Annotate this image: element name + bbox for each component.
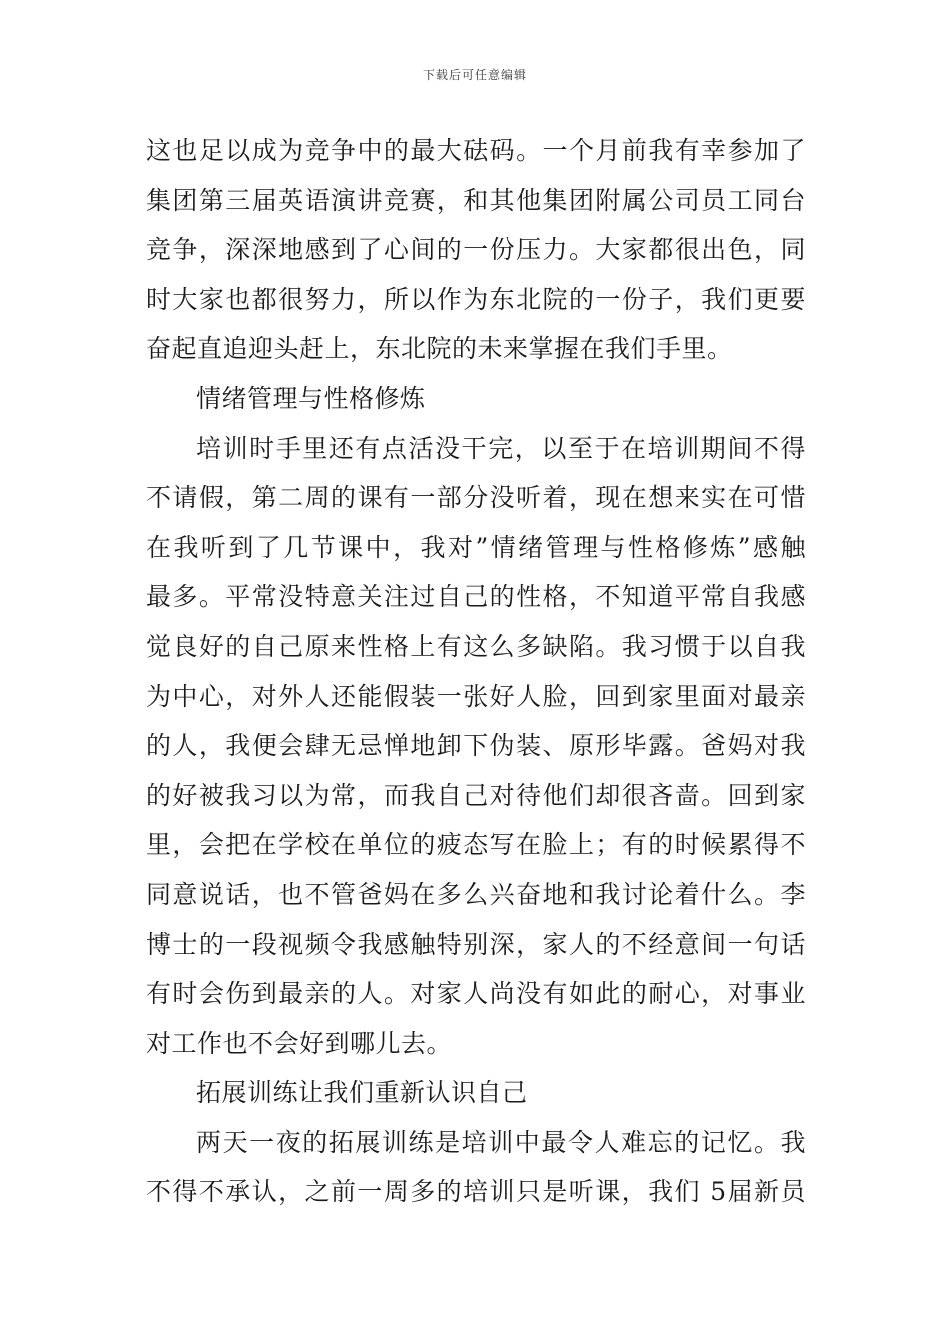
paragraph-line: 为中心，对外人还能假装一张好人脸，回到家里面对最亲 bbox=[146, 681, 806, 711]
paragraph-line: 的好被我习以为常，而我自己对待他们却很吝啬。回到家 bbox=[146, 780, 806, 810]
page-header: 下载后可任意编辑 bbox=[422, 68, 527, 82]
section-heading: 拓展训练让我们重新认识自己 bbox=[196, 1078, 528, 1108]
paragraph-line: 对工作也不会好到哪儿去。 bbox=[146, 1028, 453, 1058]
paragraph-line: 有时会伤到最亲的人。对家人尚没有如此的耐心，对事业 bbox=[146, 979, 806, 1009]
paragraph-line: 在我听到了几节课中，我对”情绪管理与性格修炼”感触 bbox=[146, 532, 806, 562]
paragraph-line: 博士的一段视频令我感触特别深，家人的不经意间一句话 bbox=[146, 929, 806, 959]
paragraph-line: 集团第三届英语演讲竞赛，和其他集团附属公司员工同台 bbox=[146, 185, 806, 215]
paragraph-line: 同意说话，也不管爸妈在多么兴奋地和我讨论着什么。李 bbox=[146, 879, 806, 909]
paragraph-line: 培训时手里还有点活没干完，以至于在培训期间不得 bbox=[196, 433, 806, 463]
paragraph-line: 时大家也都很努力，所以作为东北院的一份子，我们更要 bbox=[146, 284, 806, 314]
paragraph-line: 不请假，第二周的课有一部分没听着，现在想来实在可惜 bbox=[146, 483, 806, 513]
paragraph-line: 的人，我便会肆无忌惮地卸下伪装、原形毕露。爸妈对我 bbox=[146, 731, 806, 761]
paragraph-line: 两天一夜的拓展训练是培训中最令人难忘的记忆。我 bbox=[196, 1127, 806, 1157]
paragraph-line: 奋起直追迎头赶上，东北院的未来掌握在我们手里。 bbox=[146, 334, 733, 364]
paragraph-line: 里，会把在学校在单位的疲态写在脸上；有的时候累得不 bbox=[146, 830, 806, 860]
paragraph-line: 最多。平常没特意关注过自己的性格，不知道平常自我感 bbox=[146, 582, 806, 612]
paragraph-line: 不得不承认，之前一周多的培训只是听课，我们 5届新员 bbox=[146, 1177, 806, 1207]
paragraph-line: 觉良好的自己原来性格上有这么多缺陷。我习惯于以自我 bbox=[146, 631, 806, 661]
paragraph-line: 竞争，深深地感到了心间的一份压力。大家都很出色，同 bbox=[146, 235, 806, 265]
paragraph-line: 这也足以成为竞争中的最大砝码。一个月前我有幸参加了 bbox=[146, 136, 806, 165]
section-heading: 情绪管理与性格修炼 bbox=[196, 383, 426, 413]
document-body bbox=[146, 126, 806, 1217]
